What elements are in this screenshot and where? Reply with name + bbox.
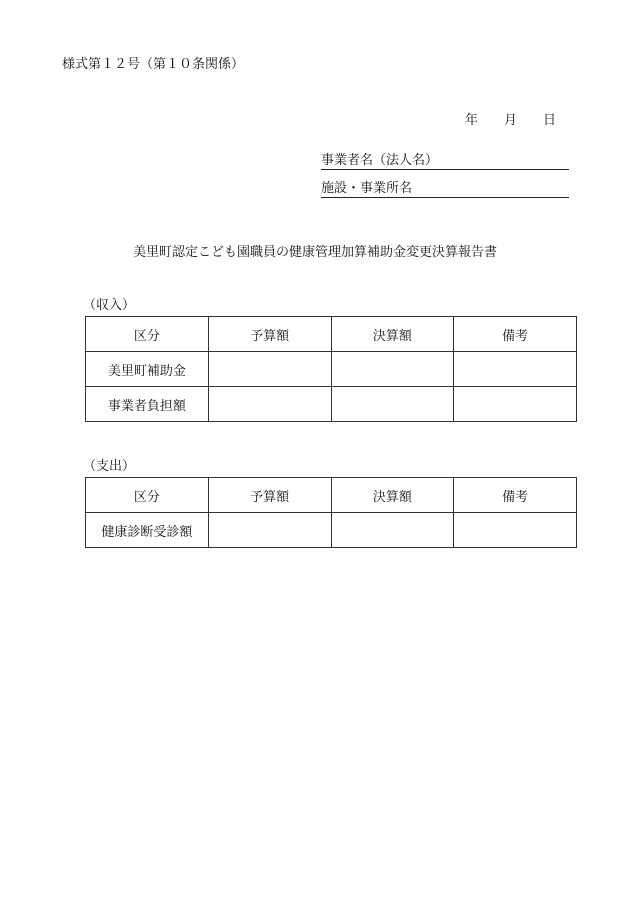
table-cell [454, 513, 577, 548]
date-year: 年 [465, 113, 479, 128]
date-day: 日 [543, 113, 557, 128]
company-name-line [321, 149, 569, 170]
table-row [86, 513, 577, 548]
column-header: 決算額 [331, 317, 454, 352]
column-header: 区分 [86, 478, 209, 513]
table-cell: 事業者負担額 [86, 387, 209, 422]
company-name-label: 事業者名（法人名） [321, 153, 439, 168]
expense-section-label: （支出） [83, 459, 136, 474]
table-cell [331, 352, 454, 387]
column-header: 予算額 [208, 317, 331, 352]
column-header: 区分 [86, 317, 209, 352]
table-cell [208, 387, 331, 422]
date-line [465, 109, 556, 128]
table-header-row [86, 317, 577, 352]
table-cell: 美里町補助金 [86, 352, 209, 387]
facility-name-label: 施設・事業所名 [321, 181, 413, 196]
date-month: 月 [504, 113, 518, 128]
table-row [86, 352, 577, 387]
income-section-label: （収入） [83, 298, 136, 313]
table-cell: 健康診断受診額 [86, 513, 209, 548]
table-cell [331, 513, 454, 548]
expense-table [85, 477, 577, 548]
income-table [85, 316, 577, 422]
facility-name-line [321, 177, 569, 198]
table-row [86, 387, 577, 422]
column-header: 予算額 [208, 478, 331, 513]
table-cell [331, 387, 454, 422]
table-cell [208, 513, 331, 548]
column-header: 備考 [454, 478, 577, 513]
table-cell [208, 352, 331, 387]
form-number: 様式第１２号（第１０条関係） [62, 57, 245, 72]
document-title: 美里町認定こども園職員の健康管理加算補助金変更決算報告書 [132, 245, 497, 260]
column-header: 決算額 [331, 478, 454, 513]
column-header: 備考 [454, 317, 577, 352]
table-cell [454, 352, 577, 387]
table-cell [454, 387, 577, 422]
table-header-row [86, 478, 577, 513]
